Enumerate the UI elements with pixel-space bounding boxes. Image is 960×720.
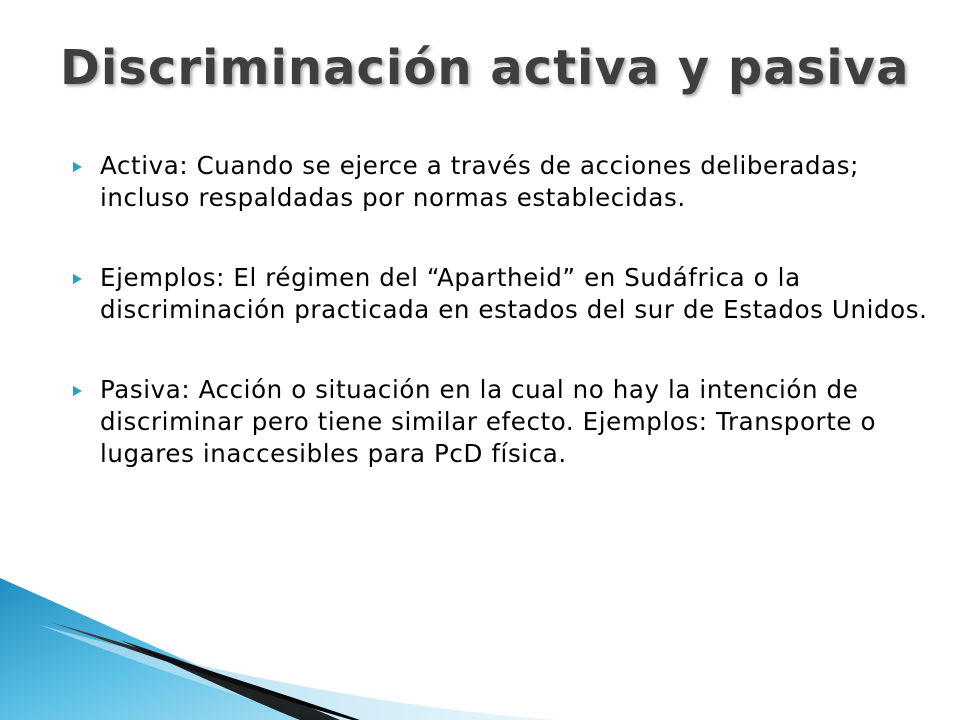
triangle-bullet-icon: [73, 274, 82, 284]
triangle-bullet-icon: [73, 162, 82, 172]
bullet-item-pasiva: [70, 374, 930, 470]
bullet-list: [70, 150, 930, 518]
bullet-item-activa: [70, 150, 930, 214]
bullet-item-ejemplos: [70, 262, 930, 326]
slide-title: Discriminación activa y pasiva: [60, 40, 910, 96]
bullet-text: Pasiva: Acción o situación en la cual no hay la intención de discriminar pero tiene similar efecto. Ejemplos: Transporte o lugares inaccesibles para PcD física.: [100, 375, 877, 468]
triangle-bullet-icon: [73, 386, 82, 396]
corner-wave-decoration: [0, 560, 960, 720]
bullet-text: Activa: Cuando se ejerce a través de acciones deliberadas; incluso respaldadas por normas establecidas.: [100, 151, 859, 212]
bullet-text: Ejemplos: El régimen del “Apartheid” en Sudáfrica o la discriminación practicada en estados del sur de Estados Unidos.: [100, 263, 928, 324]
